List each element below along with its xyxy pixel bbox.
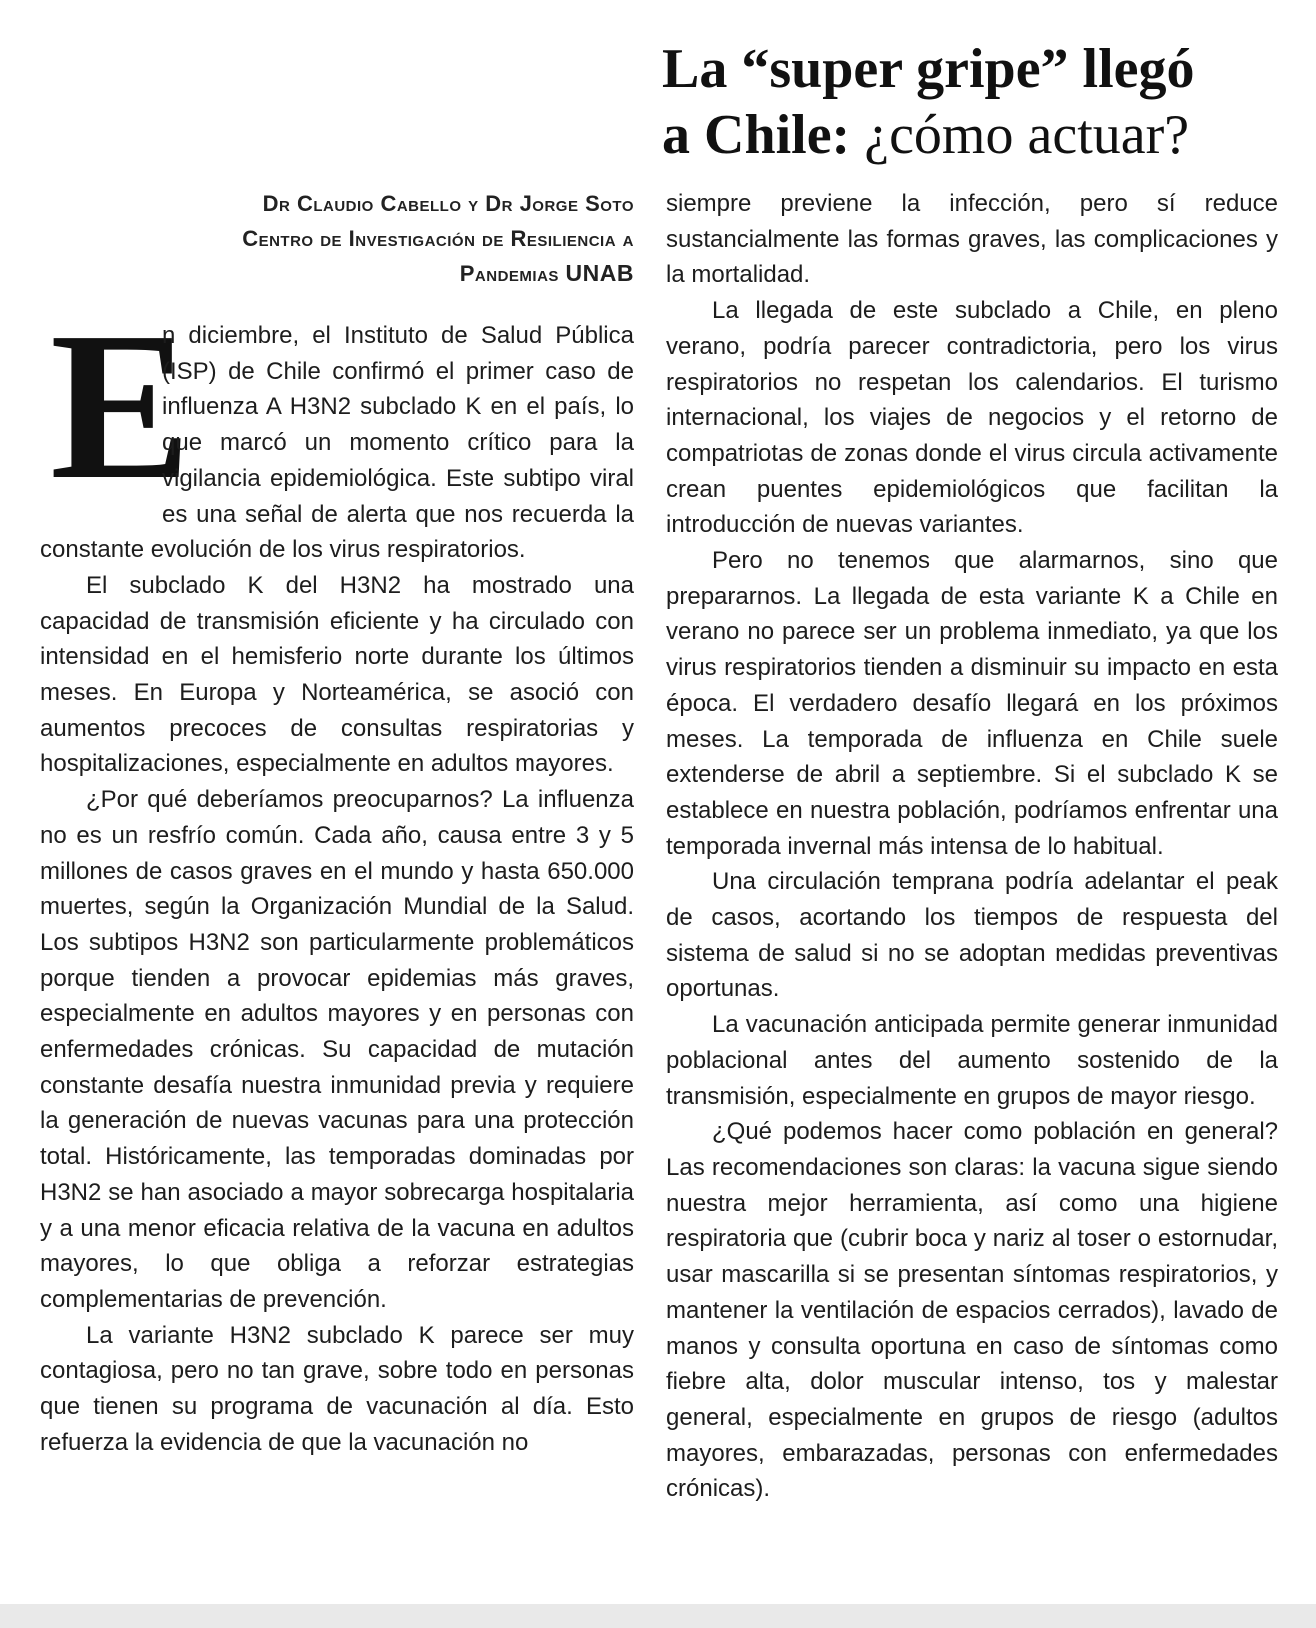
paragraph-1-text: n diciembre, el Instituto de Salud Pública (ISP) de Chile confirmó el primer caso de influenza A H3N2 subclado K en el país, lo que marcó un momento crítico para la vigilancia epidemiológica. Este subtipo viral es una señal de alerta que nos recuerda la constante evolución de los virus respiratorios.: [40, 322, 634, 564]
headline-line-2: [662, 102, 1282, 168]
paragraph-6: Pero no tenemos que alarmarnos, sino que prepararnos. La llegada de esta variante K a Chile en verano no parece ser un problema inmediato, ya que los virus respiratorios tienden a disminuir su impacto en esta época. El verdadero desafío llegará en los próximos meses. La temporada de influenza en Chile suele extenderse de abril a septiembre. Si el subclado K se establece en nuestra población, podríamos enfrentar una temporada invernal más intensa de lo habitual.: [666, 547, 1278, 860]
byline-institution-prefix: Pandemias: [459, 261, 566, 286]
paragraph-2: El subclado K del H3N2 ha mostrado una capacidad de transmisión eficiente y ha circulado con intensidad en el hemisferio norte durante los últimos meses. En Europa y Norteamérica, se asoció con aumentos precoces de consultas respiratorias y hospitalizaciones, especialmente en adultos mayores.: [40, 571, 634, 778]
article-byline: [40, 186, 634, 291]
paragraph-9: ¿Qué podemos hacer como población en general? Las recomendaciones son claras: la vacuna sigue siendo nuestra mejor herramienta, así como una higiene respiratoria que (cubrir boca y nariz al toser o estornudar, usar mascarilla si se presentan síntomas respiratorios, y mantener la ventilación de espacios cerrados), lavado de manos y consulta oportuna en caso de síntomas como fiebre alta, dolor muscular intenso, tos y malestar general, especialmente en grupos de riesgo (adultos mayores, embarazadas, personas con enfermedades crónicas).: [666, 1118, 1278, 1503]
headline-line-2-bold: a Chile:: [662, 104, 851, 166]
article-column-right: [666, 186, 1278, 1507]
headline-line-2-light: ¿cómo actuar?: [850, 104, 1190, 166]
drop-cap: E: [50, 288, 192, 523]
paragraph-5: La llegada de este subclado a Chile, en pleno verano, podría parecer contradictoria, pero los virus respiratorios no respetan los calendarios. El turismo internacional, los viajes de negocios y el retorno de compatriotas de zonas donde el virus circula activamente crean puentes epidemiológicos que facilitan la introducción de nuevas variantes.: [666, 297, 1278, 539]
paragraph-8: La vacunación anticipada permite generar inmunidad poblacional antes del aumento sostenido de la transmisión, especialmente en grupos de mayor riesgo.: [666, 1011, 1278, 1110]
byline-institution-unab: UNAB: [565, 260, 634, 286]
article-column-left: [40, 288, 634, 1461]
paragraph-1: [40, 288, 634, 568]
headline-line-1: La “super gripe” llegó: [662, 38, 1195, 100]
page-bottom-band: [0, 1604, 1316, 1628]
paragraph-4-continued: siempre previene la infección, pero sí reduce sustancialmente las formas graves, las complicaciones y la mortalidad.: [666, 190, 1278, 289]
paragraph-7: Una circulación temprana podría adelantar el peak de casos, acortando los tiempos de respuesta del sistema de salud si no se adoptan medidas preventivas oportunas.: [666, 868, 1278, 1003]
paragraph-3: ¿Por qué deberíamos preocuparnos? La influenza no es un resfrío común. Cada año, causa entre 3 y 5 millones de casos graves en el mundo y hasta 650.000 muertes, según la Organización Mundial de la Salud. Los subtipos H3N2 son particularmente problemáticos porque tienden a provocar epidemias más graves, especialmente en adultos mayores y en personas con enfermedades crónicas. Su capacidad de mutación constante desafía nuestra inmunidad previa y requiere la generación de nuevas vacunas para una protección total. Históricamente, las temporadas dominadas por H3N2 se han asociado a mayor sobrecarga hospitalaria y a una menor eficacia relativa de la vacuna en adultos mayores, lo que obliga a reforzar estrategias complementarias de prevención.: [40, 786, 634, 1313]
paragraph-4: La variante H3N2 subclado K parece ser muy contagiosa, pero no tan grave, sobre todo en personas que tienen su programa de vacunación al día. Esto refuerza la evidencia de que la vacunación no: [40, 1321, 634, 1456]
byline-institution-line-1: Centro de Investigación de Resiliencia a: [242, 226, 634, 251]
byline-institution-line-2: [40, 256, 634, 291]
article-headline: [662, 36, 1282, 168]
byline-authors: Dr Claudio Cabello y Dr Jorge Soto: [262, 191, 634, 216]
